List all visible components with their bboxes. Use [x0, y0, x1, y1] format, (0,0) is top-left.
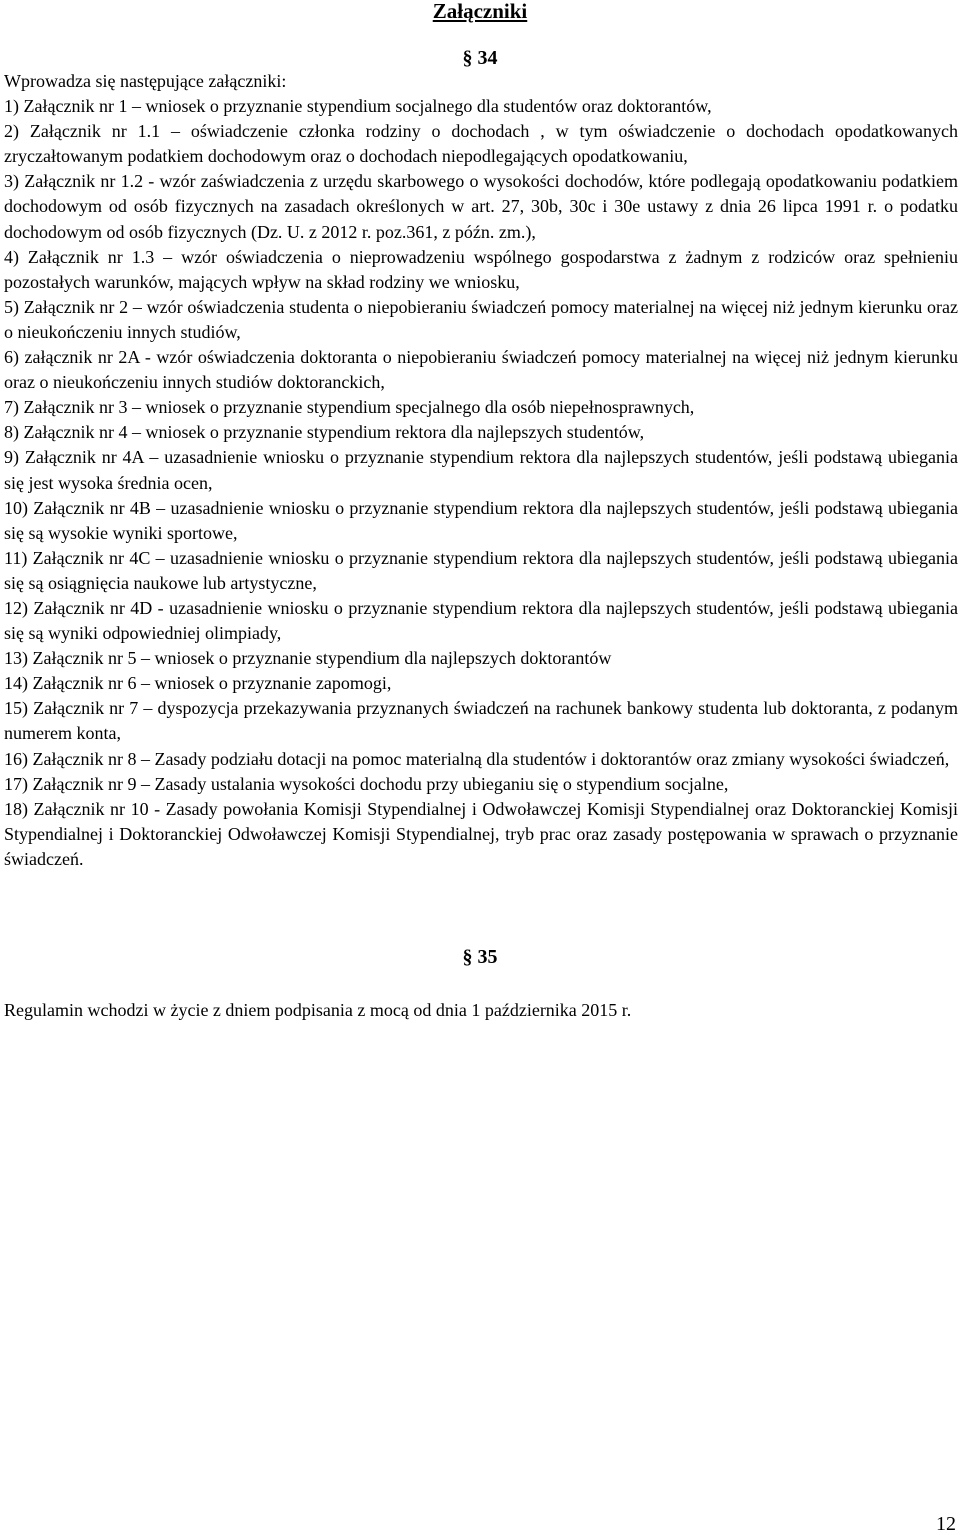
list-item: 12) Załącznik nr 4D - uzasadnienie wniosku o przyznanie stypendium rektora dla najlepszych studentów, jeśli podstawą ubiegania się są wyniki odpowiedniej olimpiady, — [4, 597, 958, 644]
page-number: 12 — [936, 1513, 956, 1535]
section-34-body — [4, 69, 958, 872]
list-item: 16) Załącznik nr 8 – Zasady podziału dotacji na pomoc materialną dla studentów i doktorantów oraz zmiany wysokości świadczeń, — [4, 748, 950, 769]
intro-paragraph: Wprowadza się następujące załączniki: — [4, 71, 287, 91]
list-item: 6) załącznik nr 2A - wzór oświadczenia doktoranta o niepobieraniu świadczeń pomocy materialnej na więcej niż jednym kierunku oraz o nieukończeniu innych studiów doktoranckich, — [4, 347, 958, 393]
list-item: 15) Załącznik nr 7 – dyspozycja przekazywania przyznanych świadczeń na rachunek bankowy studenta lub doktoranta, z podanym numerem konta, — [4, 698, 958, 744]
page-title: Załączniki — [432, 0, 528, 23]
list-item: 3) Załącznik nr 1.2 - wzór zaświadczenia z urzędu skarbowego o wysokości dochodów, które podlegają opodatkowaniu podatkiem dochodowym od osób fizycznych na zasadach określonych w art. 27, 30b, 30c i 30e ustawy z dnia 26 lipca 1991 r. o podatku dochodowym od osób fizycznych (Dz. U. z 2012 r. poz.361, z późn. zm.), — [4, 171, 958, 242]
list-item: 5) Załącznik nr 2 – wzór oświadczenia studenta o niepobieraniu świadczeń pomocy materialnej na więcej niż jednym kierunku oraz o nieukończeniu innych studiów, — [4, 296, 958, 342]
list-item: 10) Załącznik nr 4B – uzasadnienie wniosku o przyznanie stypendium rektora dla najlepszych studentów, jeśli podstawą ubiegania się są wysokie wyniki sportowe, — [4, 497, 958, 543]
list-item: 2) Załącznik nr 1.1 – oświadczenie członka rodziny o dochodach , w tym oświadczenie o dochodach opodatkowanych zryczałtowanym podatkiem dochodowym oraz o dochodach niepodlegających opodatkowaniu, — [4, 121, 958, 167]
list-item: 4) Załącznik nr 1.3 – wzór oświadczenia o nieprowadzeniu wspólnego gospodarstwa z żadnym z rodziców oraz spełnieniu pozostałych warunków, mających wpływ na skład rodziny we wniosku, — [4, 246, 958, 292]
list-item: 7) Załącznik nr 3 – wniosek o przyznanie stypendium specjalnego dla osób niepełnosprawnych, — [4, 397, 695, 418]
list-item: 11) Załącznik nr 4C – uzasadnienie wniosku o przyznanie stypendium rektora dla najlepszych studentów, jeśli podstawą ubiegania się są osiągnięcia naukowe lub artystyczne, — [4, 547, 958, 593]
list-item: 14) Załącznik nr 6 – wniosek o przyznanie zapomogi, — [4, 673, 392, 694]
section-heading-34: § 34 — [462, 47, 498, 69]
list-item: 18) Załącznik nr 10 - Zasady powołania Komisji Stypendialnej i Odwoławczej Komisji Stypendialnej oraz Doktoranckiej Komisji Stypendialnej i Doktoranckiej Odwoławczej Komisji Stypendialnej, tryb prac oraz zasady postępowania w sprawach o przyznanie świadczeń. — [4, 798, 958, 869]
list-item: 8) Załącznik nr 4 – wniosek o przyznanie stypendium rektora dla najlepszych studentów, — [4, 422, 645, 443]
list-item: 1) Załącznik nr 1 – wniosek o przyznanie stypendium socjalnego dla studentów oraz doktorantów, — [4, 96, 712, 117]
section-35-body — [4, 998, 958, 1023]
section-heading-35: § 35 — [462, 946, 498, 968]
list-item: 17) Załącznik nr 9 – Zasady ustalania wysokości dochodu przy ubieganiu się o stypendium socjalne, — [4, 773, 729, 794]
closing-paragraph: Regulamin wchodzi w życie z dniem podpisania z mocą od dnia 1 października 2015 r. — [4, 1000, 632, 1020]
list-item: 9) Załącznik nr 4A – uzasadnienie wniosku o przyznanie stypendium rektora dla najlepszych studentów, jeśli podstawą ubiegania się jest wysoka średnia ocen, — [4, 447, 958, 493]
list-item: 13) Załącznik nr 5 – wniosek o przyznanie stypendium dla najlepszych doktorantów — [4, 648, 612, 669]
